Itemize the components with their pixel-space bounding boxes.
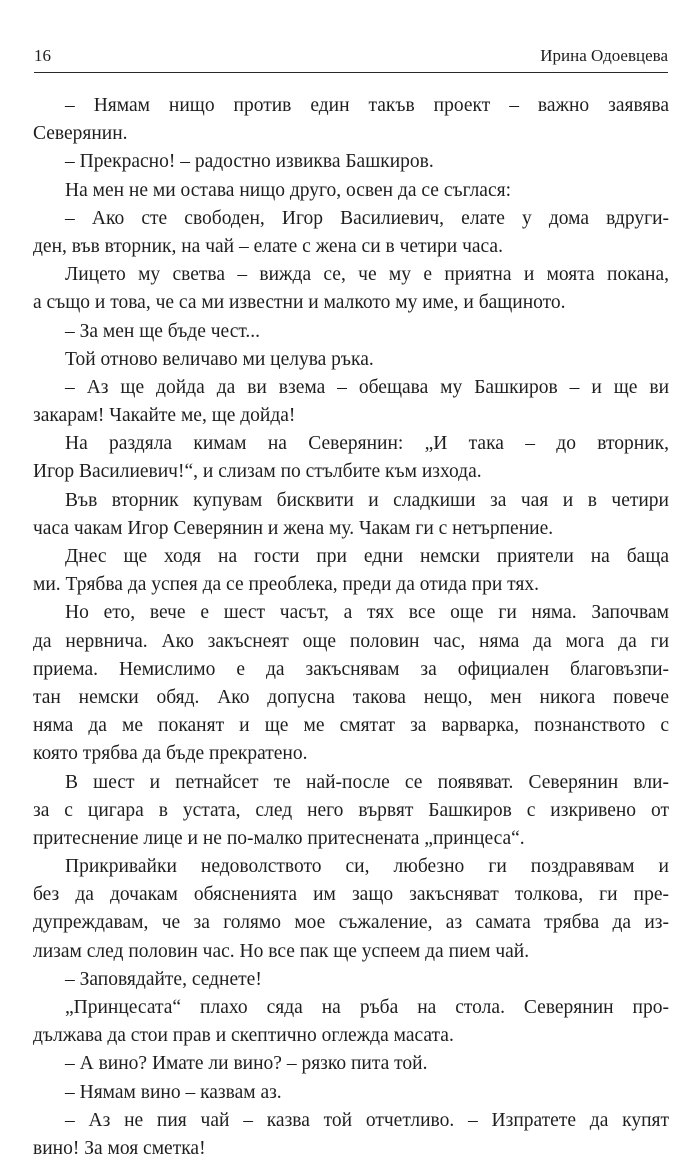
text-line: ден, във вторник, на чай – елате с жена си в четири часа. (33, 235, 503, 257)
text-line: – Аз не пия чай – казва той отчетливо. – Изпратете да купят (65, 1109, 669, 1131)
body-text (33, 92, 669, 1163)
text-line: – Нямам нищо против един такъв проект – важно заявява (65, 95, 669, 116)
text-line: притеснение лице и не по-малко притеснената „принцеса“. (33, 827, 525, 849)
page-number: 16 (34, 46, 51, 65)
text-line: приема. Немислимо е да закъснявам за официален благовъзпи- (33, 658, 669, 680)
text-line: – Аз ще дойда да ви взема – обещава му Башкиров – и ще ви (65, 376, 669, 398)
text-line: закарам! Чакайте ме, ще дойда! (33, 405, 296, 427)
text-line: – А вино? Имате ли вино? – рязко пита той. (65, 1053, 428, 1075)
running-head-author: Ирина Одоевцева (540, 46, 668, 65)
text-line: за с цигара в устата, след него вървят Башкиров с изкривено от (33, 799, 669, 821)
text-line: „Принцесата“ плахо сяда на ръба на стола. Северянин про- (65, 997, 669, 1018)
text-line: Прикривайки недоволството си, любезно ги поздравявам и (65, 856, 669, 878)
text-line: На раздяла кимам на Северянин: „И така – до вторник, (65, 433, 669, 455)
text-line: Във вторник купувам бисквити и сладкиши за чая и в четири (65, 489, 669, 511)
text-line: Лицето му светва – вижда се, че му е приятна и моята покана, (65, 264, 669, 286)
text-line: Игор Василиевич!“, и слизам по стълбите към изхода. (33, 461, 482, 483)
text-line: вино! За моя сметка! (33, 1137, 206, 1159)
text-line: да нервнича. Ако закъснеят още половин час, няма да мога да ги (33, 630, 669, 652)
text-line: ми. Трябва да успея да се преоблека, преди да отида при тях. (33, 574, 540, 596)
text-line: тан немски обяд. Ако допусна такова нещо, мен никога повече (33, 686, 669, 708)
text-line: часа чакам Игор Северянин и жена му. Чакам ги с нетърпение. (33, 517, 554, 539)
text-line: която трябва да бъде прекратено. (33, 743, 308, 765)
text-line: – Ако сте свободен, Игор Василиевич, елате у дома вдруги- (65, 207, 669, 229)
text-line: лизам след половин час. Но все пак ще успеем да пием чай. (33, 940, 530, 962)
text-line: В шест и петнайсет те най-после се появяват. Северянин вли- (65, 771, 669, 793)
text-line: Но ето, вече е шест часът, а тях все още ги няма. Започвам (65, 602, 669, 624)
text-line: няма да ме поканят и ще ме смятат за варварка, познанството с (33, 715, 669, 737)
text-line: – Прекрасно! – радостно извиква Башкиров. (65, 151, 434, 173)
page-header (34, 44, 668, 73)
text-line: дължава да стои прав и скептично оглежда масата. (33, 1025, 454, 1047)
text-line: Днес ще ходя на гости при едни немски приятели на баща (65, 546, 669, 567)
text-line: – Нямам вино – казвам аз. (65, 1081, 282, 1103)
text-line: а също и това, че са ми известни и малкото му име, и бащиното. (33, 292, 566, 314)
text-line: без да дочакам обясненията им защо закъсняват толкова, ги пре- (33, 884, 669, 906)
text-line: – За мен ще бъде чест... (65, 320, 261, 342)
text-line: Северянин. (33, 123, 128, 145)
text-line: На мен не ми остава нищо друго, освен да се съглася: (65, 179, 512, 201)
text-line: – Заповядайте, седнете! (65, 968, 262, 990)
text-line: дупреждавам, че за голямо мое съжаление, аз самата трябва да из- (33, 912, 669, 934)
text-line: Той отново величаво ми целува ръка. (65, 348, 374, 370)
